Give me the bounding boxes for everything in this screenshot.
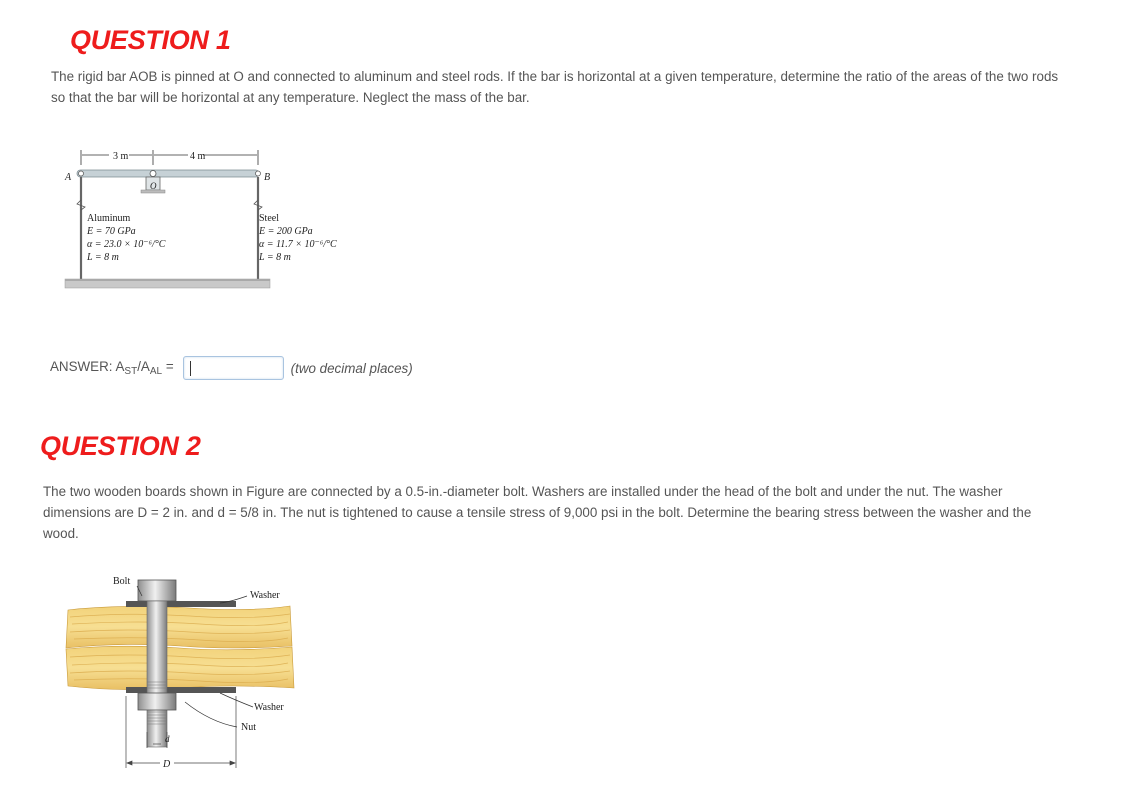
bolt-shank xyxy=(147,601,167,747)
question-2-title: QUESTION 2 xyxy=(40,431,201,461)
aluminum-name: Aluminum xyxy=(87,213,131,224)
dim-label-left: 3 m xyxy=(113,151,129,162)
label-b: B xyxy=(264,172,271,183)
label-washer-bottom: Washer xyxy=(254,702,284,713)
steel-length: L = 8 m xyxy=(259,252,291,263)
answer-sub-st: ST xyxy=(124,366,138,377)
question-1-text: The rigid bar AOB is pinned at O and connected to aluminum and steel rods. If the bar is horizontal at a given temperature, determine the ratio of the areas of the two rods so that the bar will be horizontal at any temperature. Neglect the mass of the bar. xyxy=(51,69,1059,105)
top-washer xyxy=(126,601,236,607)
dim-label-right: 4 m xyxy=(190,151,206,162)
bottom-washer xyxy=(126,687,236,693)
label-a: A xyxy=(65,172,72,183)
aluminum-properties xyxy=(86,213,166,263)
label-o: O xyxy=(150,181,157,191)
rigid-bar-figure xyxy=(55,145,337,295)
steel-modulus: E = 200 GPa xyxy=(259,226,313,237)
pin-a xyxy=(79,171,84,176)
steel-properties xyxy=(258,213,337,263)
pin-b xyxy=(256,171,261,176)
lower-board xyxy=(66,646,294,689)
aluminum-alpha: α = 23.0 × 10⁻⁶/°C xyxy=(87,239,166,250)
answer-slash: /A xyxy=(137,359,150,374)
aluminum-length: L = 8 m xyxy=(87,252,119,263)
label-washer-top: Washer xyxy=(250,590,280,601)
upper-board xyxy=(66,606,292,648)
dimension-lines xyxy=(81,150,258,165)
answer-row xyxy=(50,353,413,383)
label-d-large: D xyxy=(163,759,171,770)
steel-name: Steel xyxy=(259,213,279,224)
answer-equals: = xyxy=(162,359,174,374)
nut xyxy=(138,693,176,710)
aluminum-modulus: E = 70 GPa xyxy=(87,226,136,237)
bolt-head xyxy=(138,580,176,601)
text-caret xyxy=(190,361,191,376)
question-2-text: The two wooden boards shown in Figure are connected by a 0.5-in.-diameter bolt. Washers are installed under the head of the bolt and under the nut. The washer dimensions are D = 2 in. and d = 5/8 in. The nut is tightened to cause a tensile stress of 9,000 psi in the bolt. Determine the bearing stress between the washer and the wood. xyxy=(43,484,1032,541)
ground-edge xyxy=(65,279,270,281)
answer-label xyxy=(50,359,174,377)
wood-boards xyxy=(66,606,294,690)
answer-input[interactable] xyxy=(183,356,284,380)
question-1-title: QUESTION 1 xyxy=(70,25,231,55)
rigid-bar xyxy=(77,170,259,177)
bolt-figure xyxy=(60,572,320,772)
pin-o xyxy=(150,171,156,177)
label-nut: Nut xyxy=(241,722,256,733)
answer-hint: (two decimal places) xyxy=(290,360,413,376)
answer-sub-al: AL xyxy=(149,366,163,377)
label-bolt: Bolt xyxy=(113,576,131,587)
answer-prefix: ANSWER: A xyxy=(50,359,125,374)
steel-alpha: α = 11.7 × 10⁻⁶/°C xyxy=(259,239,337,250)
label-d-small: d xyxy=(165,734,170,744)
